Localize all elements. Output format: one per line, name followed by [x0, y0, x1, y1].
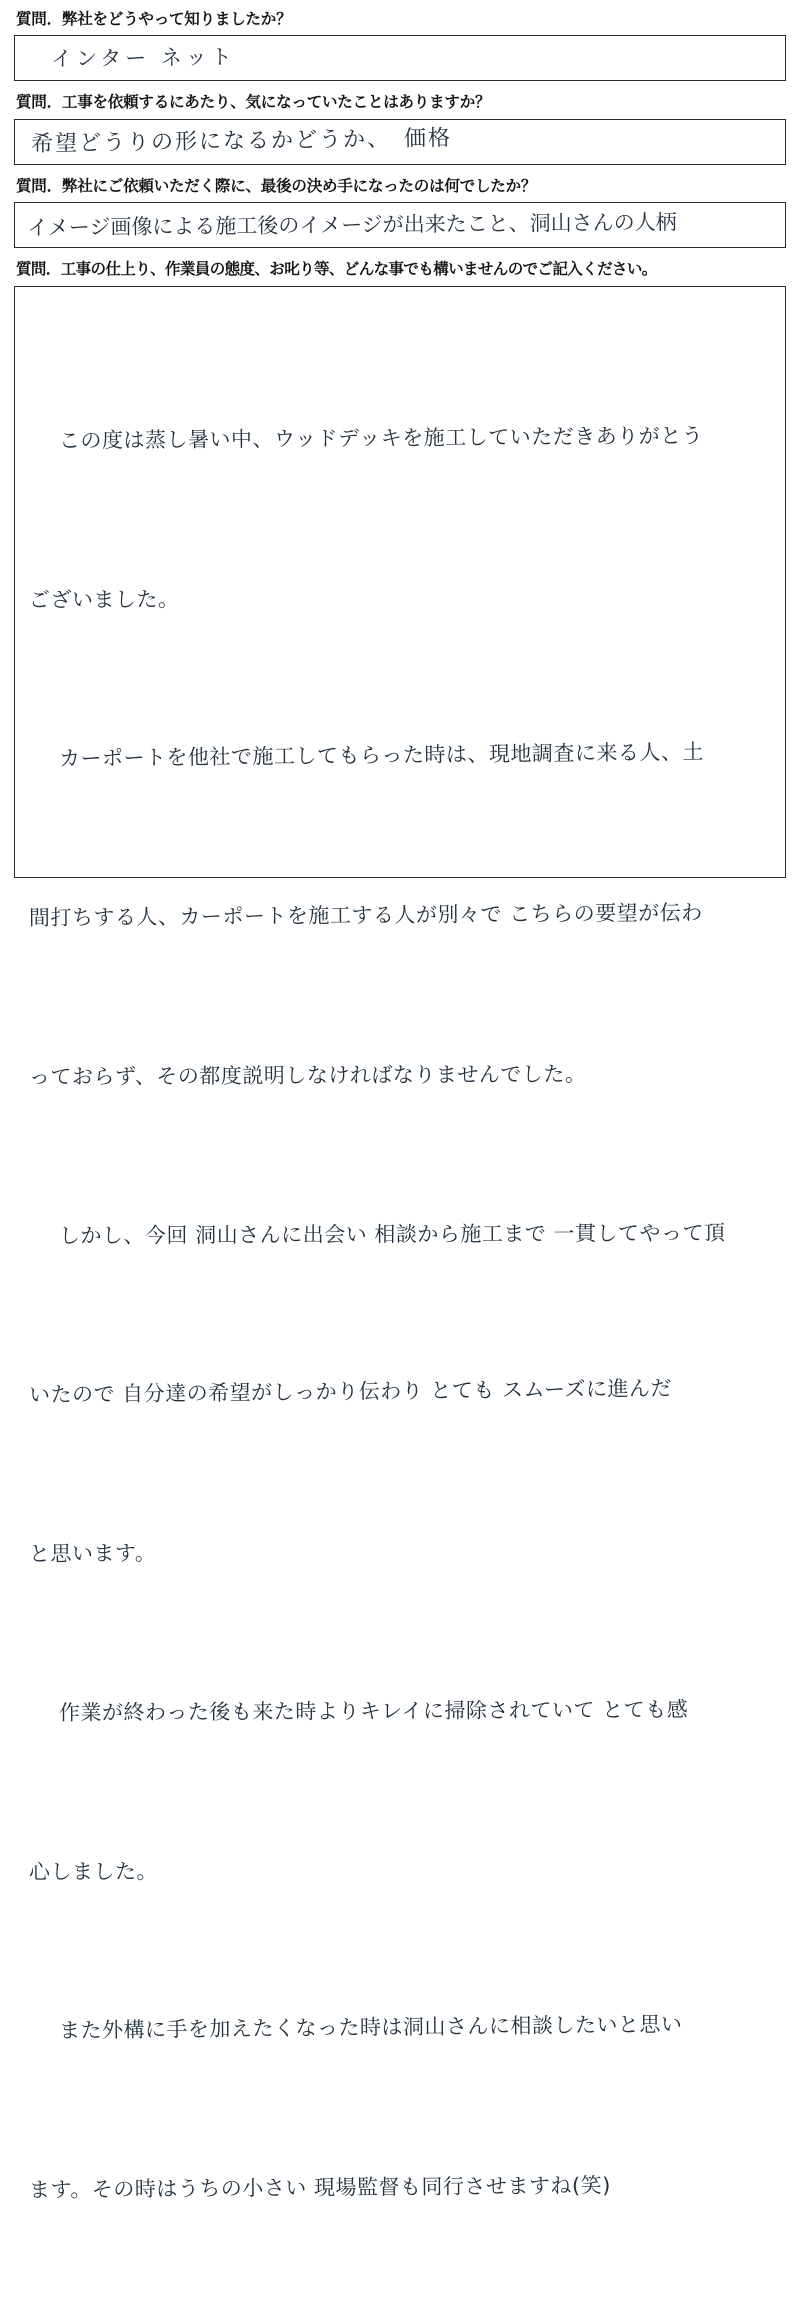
- handwritten-line: ます。その時はうちの小さい 現場監督も同行させますね(笑): [28, 2172, 611, 2202]
- handwritten-answer-2: 希望どうりの形になるかどうか、 価格: [30, 125, 453, 157]
- answer-box-2: [14, 119, 786, 165]
- handwritten-line: この度は蒸し暑い中、ウッドデッキを施工していただきありがとう: [58, 423, 704, 453]
- handwritten-answer-3: イメージ画像による施工後のイメージが出来たこと、洞山さんの人柄: [26, 210, 677, 240]
- handwritten-line: 作業が終わった後も来た時よりキレイに掃除されていて とても感: [58, 1697, 689, 1725]
- handwritten-line: ございました。: [28, 586, 180, 612]
- answer-box-4: [14, 286, 786, 2202]
- handwritten-line: っておらず、その都度説明しなければなりませんでした。: [28, 1061, 587, 1089]
- answer-box-3: [14, 202, 786, 248]
- handwritten-line: カーポートを他社で施工してもらった時は、現地調査に来る人、土: [58, 739, 705, 771]
- answer-box-1: [14, 35, 786, 81]
- handwritten-line: 間打ちする人、カーポートを施工する人が別々で こちらの要望が伝わ: [28, 900, 703, 930]
- handwritten-line: しかし、今回 洞山さんに出会い 相談から施工まで 一貫してやって頂: [58, 1220, 726, 1248]
- handwritten-line: 心しました。: [28, 1858, 159, 1884]
- handwritten-line: いたので 自分達の希望がしっかり伝わり とても スムーズに進んだ: [28, 1375, 673, 1407]
- question-label-1: 質問．弊社をどうやって知りましたか？: [16, 11, 292, 28]
- handwritten-answer-4: [29, 309, 775, 2323]
- handwritten-line: また外構に手を加えたくなった時は洞山さんに相談したいと思い: [58, 2011, 683, 2043]
- question-label-3: 質問．弊社にご依頼いただく際に、最後の決め手になったのは何でしたか？: [16, 177, 537, 195]
- handwritten-answer-1: インター ネット: [50, 45, 236, 72]
- handwritten-line: と思います。: [28, 1540, 157, 1566]
- question-label-2: 質問．工事を依頼するにあたり、気になっていたことはありますか？: [16, 94, 491, 112]
- question-label-4: 質問．工事の仕上り、作業員の態度、お叱り等、どんな事でも構いませんのでご記入ください。: [16, 261, 657, 279]
